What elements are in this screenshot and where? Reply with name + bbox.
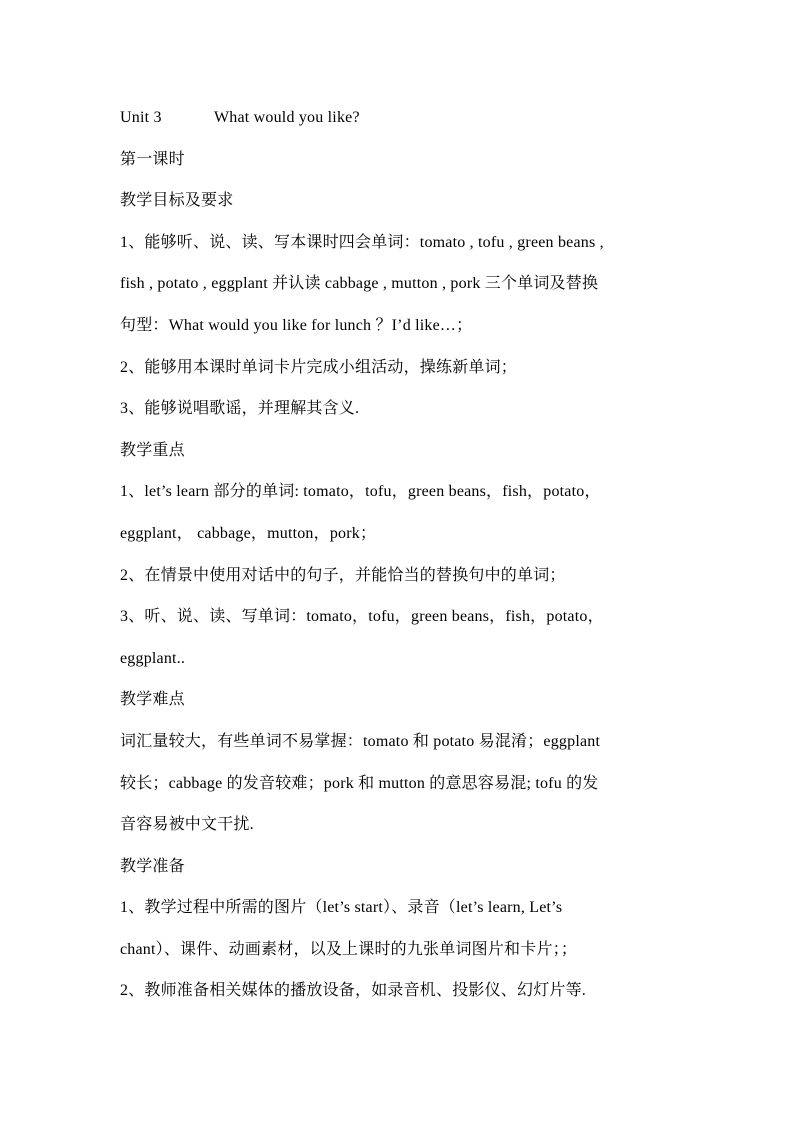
key-points-heading: 教学重点: [120, 441, 185, 459]
preparation-line: chant）、课件、动画素材，以及上课时的九张单词图片和卡片；；: [120, 940, 578, 958]
goals-heading: 教学目标及要求: [120, 192, 234, 210]
difficulties-heading: 教学难点: [120, 691, 185, 709]
goals-line: 1、能够听、说、读、写本课时四会单词：tomato , tofu , green beans ,: [120, 233, 604, 251]
unit-number: Unit 3: [120, 109, 162, 126]
document-body: [120, 97, 680, 1012]
difficulties-line: 音容易被中文干扰.: [120, 816, 254, 834]
difficulties-line: 较长；cabbage 的发音较难；pork 和 mutton 的意思容易混; tofu 的发: [120, 774, 599, 792]
key-points-line: 2、在情景中使用对话中的句子，并能恰当的替换句中的单词；: [120, 566, 566, 584]
unit-title-text: What would you like?: [214, 109, 360, 126]
key-points-line: 1、let’s learn 部分的单词: tomato，tofu，green beans，fish，potato，: [120, 483, 601, 501]
unit-title: [120, 97, 680, 139]
preparation-heading: 教学准备: [120, 857, 185, 875]
lesson-label: 第一课时: [120, 150, 185, 168]
key-points-line: 3、听、说、读、写单词：tomato，tofu，green beans，fish，potato，: [120, 608, 604, 626]
goals-line: 句型：What would you like for lunch ？I’d like…；: [120, 316, 473, 334]
goals-line: fish , potato , eggplant 并认读 cabbage , mutton , pork 三个单词及替换: [120, 275, 599, 293]
key-points-line: eggplant， cabbage，mutton，pork；: [120, 524, 377, 542]
preparation-line: 2、教师准备相关媒体的播放设备，如录音机、投影仪、幻灯片等.: [120, 982, 587, 1000]
difficulties-line: 词汇量较大，有些单词不易掌握：tomato 和 potato 易混淆；eggplant: [120, 732, 601, 750]
goals-line: 3、能够说唱歌谣，并理解其含义.: [120, 400, 360, 418]
goals-line: 2、能够用本课时单词卡片完成小组活动，操练新单词；: [120, 358, 518, 376]
key-points-line: eggplant..: [120, 649, 186, 667]
preparation-line: 1、教学过程中所需的图片（let’s start）、录音（let’s learn, Let’s: [120, 899, 563, 917]
